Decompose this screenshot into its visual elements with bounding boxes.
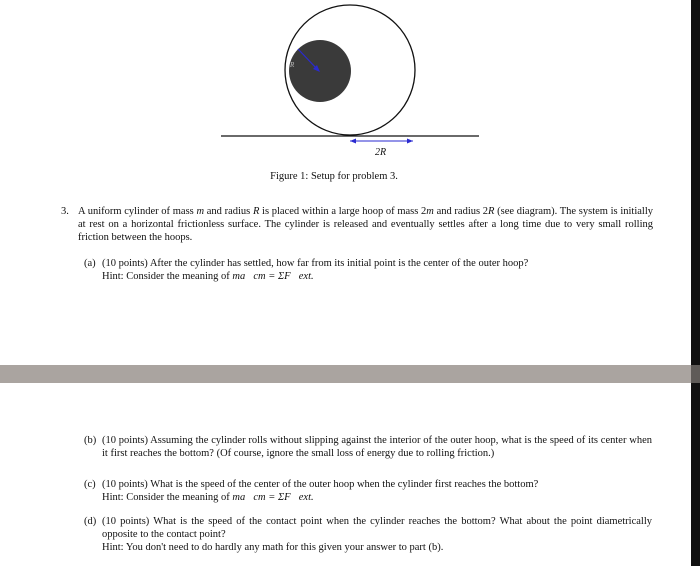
var-R: R: [252, 206, 260, 217]
dimension-label: 2R: [375, 147, 387, 158]
figure-caption: Figure 1: Setup for problem 3.: [270, 171, 398, 182]
part-d-text: (10 points) What is the speed of the contact point when the cylinder reaches the bottom? What about the point diametrically opposite to the contact point?: [102, 516, 652, 540]
radius-label: R: [290, 61, 295, 69]
part-c: [84, 478, 652, 504]
separator-tip: [691, 365, 700, 383]
part-a-hint: [102, 270, 654, 283]
page-right-edge-lower: [691, 383, 700, 566]
problem-text-d: and radius 2: [433, 206, 489, 217]
var-m: m: [196, 206, 205, 217]
part-d-label: (d): [84, 516, 97, 527]
part-c-hint-prefix: Hint: Consider the meaning of: [102, 492, 233, 503]
var-R2: R: [488, 206, 495, 217]
problem-number: 3.: [61, 206, 69, 217]
part-d: [84, 515, 652, 554]
part-c-label: (c): [84, 479, 96, 490]
dimension-arrowhead-left: [350, 139, 356, 144]
problem-statement: [78, 205, 653, 244]
part-c-hint: [102, 491, 652, 504]
problem-text-b: and radius: [204, 206, 253, 217]
part-a: [84, 257, 654, 283]
part-b-label: (b): [84, 435, 97, 446]
part-a-hint-math: ma⃗cm = ΣF⃗ext.: [232, 271, 314, 282]
problem-text-e: (see diagram). The system is initially at rest on a horizontal frictionless surface. The cylinder is released and eventually settles after a long time due to very small rolling friction between the hoops.: [78, 206, 653, 243]
part-a-label: (a): [84, 258, 96, 269]
var-m2: m: [426, 206, 434, 217]
part-c-text: (10 points) What is the speed of the center of the outer hoop when the cylinder first reaches the bottom?: [102, 479, 539, 490]
part-b-text: (10 points) Assuming the cylinder rolls without slipping against the interior of the outer hoop, what is the speed of its center when it first reaches the bottom? (Of course, ignore the small loss of energy due to rolling friction.): [102, 435, 652, 459]
dimension-arrowhead-right: [407, 139, 413, 144]
part-a-hint-prefix: Hint: Consider the meaning of: [102, 271, 233, 282]
problem-text-c: is placed within a large hoop of mass 2: [259, 206, 427, 217]
part-c-hint-math: ma⃗cm = ΣF⃗ext.: [232, 492, 314, 503]
page-separator-band: [0, 365, 700, 383]
part-b: [84, 434, 652, 460]
problem-3: [61, 205, 653, 244]
part-d-hint: Hint: You don't need to do hardly any math for this given your answer to part (b).: [102, 542, 444, 553]
setup-diagram: [0, 0, 700, 170]
problem-text-a: A uniform cylinder of mass: [78, 206, 197, 217]
part-a-text: (10 points) After the cylinder has settled, how far from its initial point is the center of the outer hoop?: [102, 258, 529, 269]
